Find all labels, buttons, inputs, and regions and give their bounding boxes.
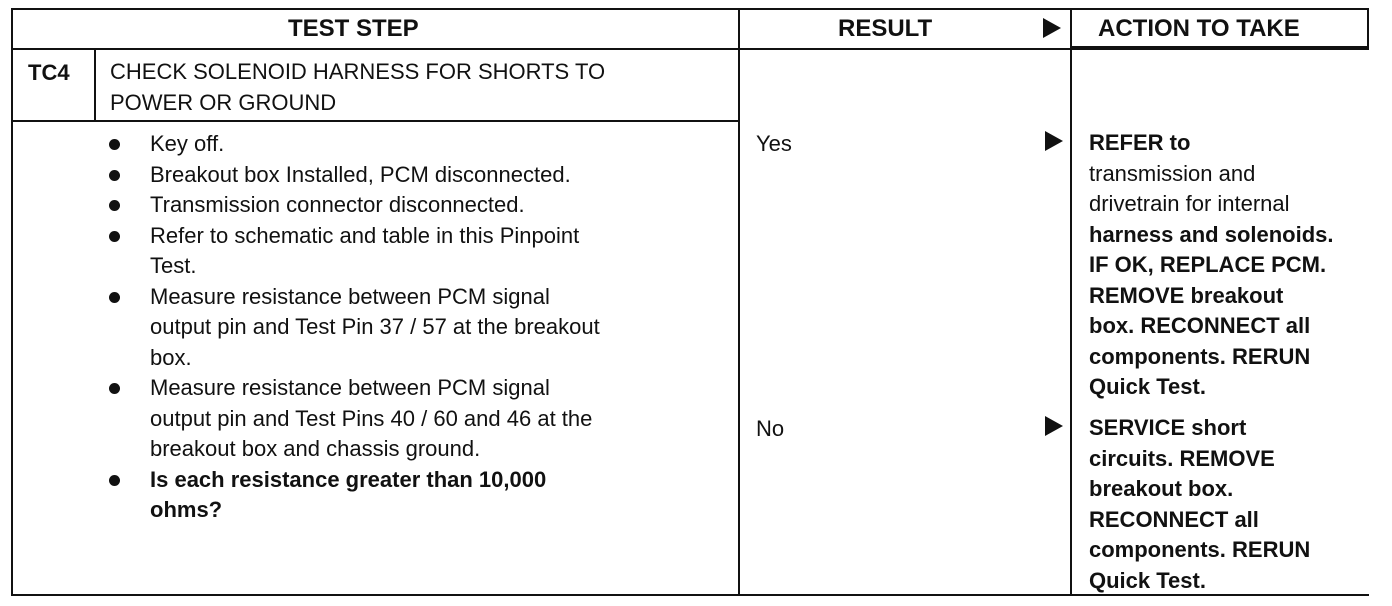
bullet-icon (109, 200, 120, 211)
action-yes-line: box. RECONNECT all (1089, 313, 1311, 338)
instruction-line: box. (150, 344, 192, 370)
action-no-line: circuits. REMOVE (1089, 445, 1275, 471)
bullet-icon (109, 475, 120, 486)
action-no-line: components. RERUN (1089, 537, 1311, 562)
instruction-line: Measure resistance between PCM signal (150, 283, 550, 309)
step-title-line-1: CHECK SOLENOID HARNESS FOR SHORTS TO (110, 59, 606, 84)
instruction-line: Test. (150, 253, 197, 278)
action-no-line: breakout box. (1089, 476, 1234, 501)
header-arrow-icon (1043, 18, 1061, 38)
step-title-line-2: POWER OR GROUND (110, 90, 337, 115)
instruction-line: Is each resistance greater than 10,000 (150, 466, 547, 492)
table-top-border (11, 8, 1369, 10)
column-divider-test-result (738, 8, 740, 595)
step-id: TC4 (28, 60, 70, 85)
table-left-border (11, 8, 13, 595)
instruction-line: Breakout box Installed, PCM disconnected. (150, 161, 571, 187)
result-no-arrow-icon (1045, 416, 1063, 436)
bullet-icon (109, 292, 120, 303)
instruction-line: Measure resistance between PCM signal (150, 375, 550, 400)
action-yes-line: components. RERUN (1089, 343, 1311, 369)
bullet-icon (109, 231, 120, 242)
result-yes-arrow-icon (1045, 131, 1063, 151)
bullet-icon (109, 139, 120, 150)
instruction-line: breakout box and chassis ground. (150, 436, 481, 461)
step-id-divider (94, 49, 96, 120)
action-no-line: Quick Test. (1089, 567, 1206, 593)
action-yes-line: REMOVE breakout (1089, 282, 1284, 308)
header-right-border (1367, 8, 1369, 50)
action-no-line: RECONNECT all (1089, 506, 1259, 532)
result-no: No (756, 416, 785, 441)
header-result: RESULT (838, 15, 933, 42)
instruction-line: output pin and Test Pins 40 / 60 and 46 at the (150, 405, 593, 431)
bullet-icon (109, 383, 120, 394)
header-action-to-take: ACTION TO TAKE (1098, 15, 1300, 42)
action-yes-line: REFER to (1089, 130, 1191, 155)
action-yes-line: Quick Test. (1089, 374, 1206, 399)
instruction-line: output pin and Test Pin 37 / 57 at the breakout (150, 314, 600, 339)
instruction-line: Key off. (150, 131, 225, 156)
action-yes-line: harness and solenoids. (1089, 221, 1334, 247)
result-yes: Yes (756, 131, 792, 156)
column-divider-result-action (1070, 8, 1072, 595)
bullet-icon (109, 170, 120, 181)
action-top-border (1070, 46, 1369, 48)
instruction-line: Refer to schematic and table in this Pinpoint (150, 222, 580, 248)
action-yes-line: IF OK, REPLACE PCM. (1089, 252, 1327, 277)
header-test-step: TEST STEP (288, 15, 419, 42)
header-bottom-border (11, 48, 1369, 50)
step-title-bottom-border (11, 120, 740, 122)
action-no-line: SERVICE short (1089, 415, 1247, 440)
instruction-line: Transmission connector disconnected. (150, 192, 525, 217)
instruction-line: ohms? (150, 497, 223, 522)
action-yes-line: drivetrain for internal (1089, 191, 1290, 216)
action-yes-line: transmission and (1089, 160, 1256, 186)
